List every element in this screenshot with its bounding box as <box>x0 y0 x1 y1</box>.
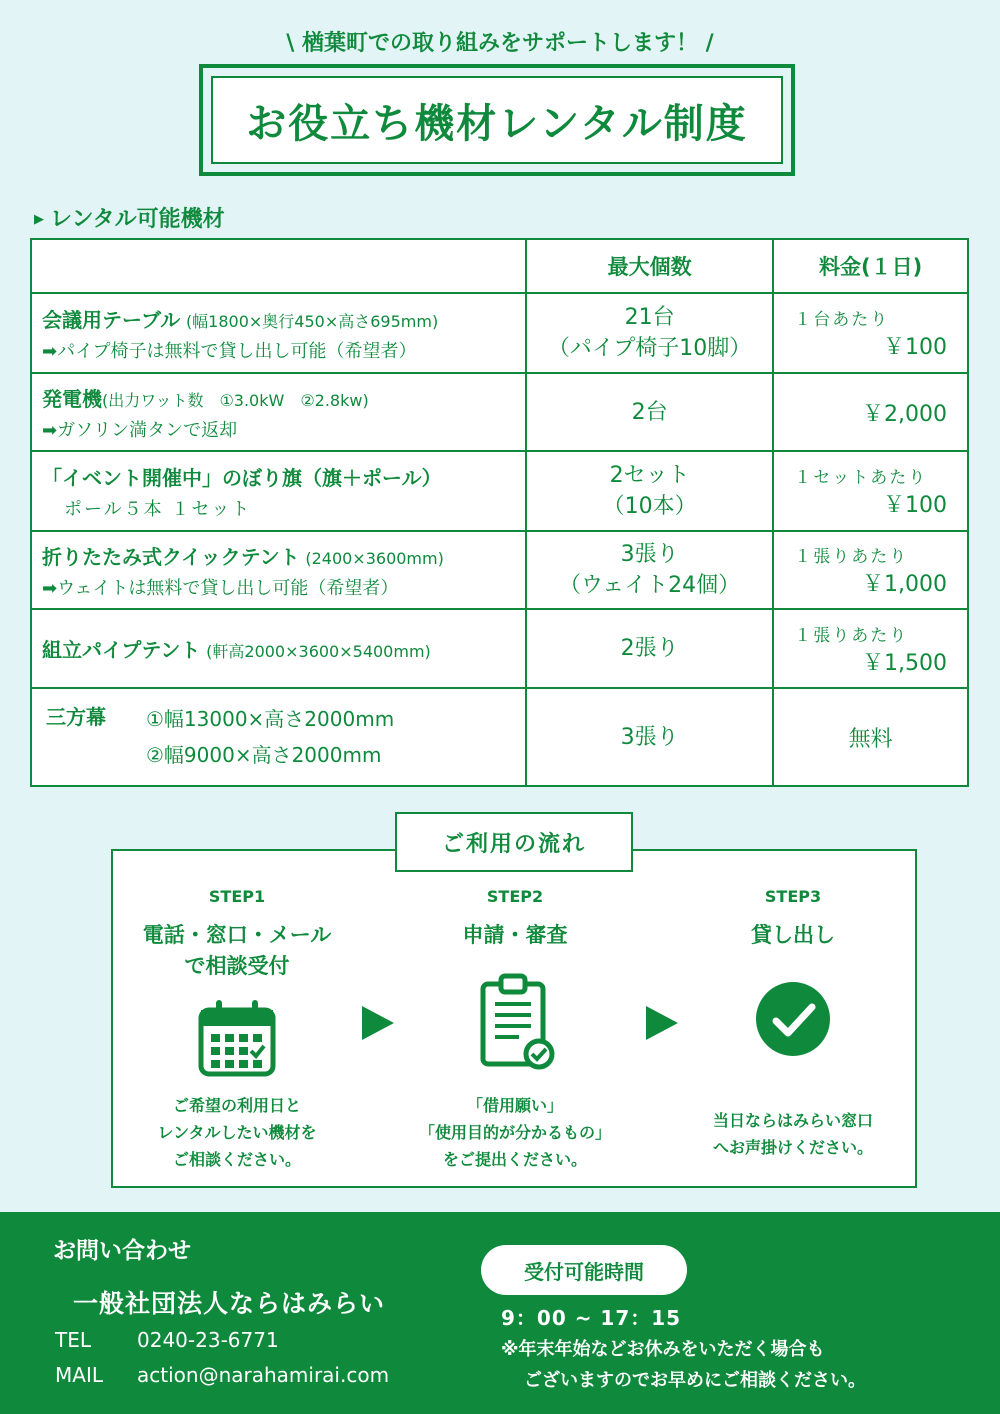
item-note: ➡ガソリン満タンで返却 <box>42 419 238 441</box>
quantity-note: （10本） <box>602 494 697 519</box>
price-unit: １台あたり <box>794 310 890 330</box>
price-amount: ￥2,000 <box>862 401 947 427</box>
hours-note-line: ※年末年始などお休みをいただく場合も <box>501 1339 825 1360</box>
contact-footer <box>0 1212 1000 1414</box>
price-cell <box>773 293 968 373</box>
check-circle-icon <box>743 969 843 1069</box>
step-heading-line: 貸し出し <box>751 923 835 947</box>
section-heading-text: レンタル可能機材 <box>50 207 225 232</box>
item-cell <box>31 531 526 609</box>
hours-label: 受付可能時間 <box>481 1245 687 1295</box>
header-max-quantity: 最大個数 <box>526 239 773 293</box>
header-price-per-day: 料金(１日) <box>773 239 968 293</box>
step-1 <box>112 887 362 1169</box>
step-number: STEP2 <box>486 887 544 906</box>
table-row <box>31 531 968 609</box>
step-description-line: をご提出ください。 <box>442 1150 587 1169</box>
step-description-line: レンタルしたい機材を <box>157 1123 317 1142</box>
quantity-cell <box>526 531 773 609</box>
item-name: 「イベント開催中」のぼり旗（旗＋ポール） <box>42 465 442 490</box>
step-number: STEP3 <box>764 887 822 906</box>
price-amount: ￥1,500 <box>862 650 947 676</box>
quantity-cell <box>526 609 773 688</box>
step-heading-line: 電話・窓口・メール <box>142 923 332 947</box>
step-description <box>112 1092 362 1173</box>
triangle-bullet-icon: ▶ <box>34 212 44 227</box>
table-row <box>31 609 968 688</box>
mail-row <box>55 1363 389 1387</box>
quantity-cell <box>526 293 773 373</box>
item-spec: (出力ワット数 ①3.0kW ②2.8kw) <box>102 390 369 410</box>
contact-heading: お問い合わせ <box>53 1238 191 1264</box>
quantity-value: 2張り <box>620 636 679 661</box>
price-cell <box>773 451 968 531</box>
step-description <box>390 1092 640 1173</box>
quantity-value: 3張り <box>620 542 679 567</box>
step-2 <box>390 887 640 1169</box>
organization-name: 一般社団法人ならはみらい <box>73 1289 386 1318</box>
item-cell <box>31 451 526 531</box>
tagline: \ 楢葉町での取り組みをサポートします！ / <box>286 31 714 56</box>
quantity-value: 2セット <box>609 463 690 488</box>
mail-address[interactable]: action@narahamirai.com <box>137 1363 390 1387</box>
step-description-line: ご相談ください。 <box>172 1150 301 1169</box>
step-description-line: 「借用願い」 <box>466 1096 563 1115</box>
title-frame <box>199 64 795 176</box>
price-amount: 無料 <box>848 726 893 752</box>
step-heading <box>112 920 362 982</box>
section-heading <box>34 202 225 233</box>
step-heading <box>390 920 640 951</box>
usage-flow-title: ご利用の流れ <box>395 812 633 872</box>
step-arrow-icon <box>362 1006 394 1040</box>
step-number: STEP1 <box>208 887 266 906</box>
item-spec: (幅1800×奥行450×高さ695mm) <box>185 311 439 331</box>
item-cell <box>31 373 526 451</box>
quantity-note: （ウェイト24個） <box>559 573 741 598</box>
rental-equipment-table <box>30 238 969 787</box>
item-spec: ②幅9000×高さ2000mm <box>146 743 382 767</box>
clipboard-check-icon <box>465 965 565 1075</box>
calendar-icon <box>187 992 287 1092</box>
quantity-value: 2台 <box>631 399 668 425</box>
table-row <box>31 373 968 451</box>
item-cell <box>31 293 526 373</box>
step-description-line: 当日ならはみらい窓口 <box>712 1111 873 1130</box>
tel-label: TEL <box>55 1328 91 1352</box>
quantity-note: （パイプ椅子10脚） <box>547 336 752 361</box>
step-3 <box>668 887 918 1157</box>
item-name: 折りたたみ式クイックテント <box>42 544 300 569</box>
step-heading <box>668 920 918 951</box>
table-header-row <box>31 239 968 293</box>
hours-value: 9：00 ~ 17：15 <box>501 1306 682 1330</box>
table-row <box>31 293 968 373</box>
price-unit: １セットあたり <box>794 468 928 488</box>
hours-note-line: ございますのでお早めにご相談ください。 <box>524 1370 866 1391</box>
item-note: ポール５本 １セット <box>64 498 252 520</box>
price-amount: ￥100 <box>883 493 947 518</box>
price-amount: ￥1,000 <box>862 572 947 597</box>
price-cell <box>773 609 968 688</box>
header-item <box>31 239 526 293</box>
quantity-cell <box>526 451 773 531</box>
price-unit: １張りあたり <box>794 625 909 646</box>
item-cell <box>31 609 526 688</box>
quantity-cell <box>526 373 773 451</box>
mail-label: MAIL <box>55 1363 103 1387</box>
item-note: ➡パイプ椅子は無料で貸し出し可能（希望者） <box>42 340 417 362</box>
step-heading-line: 申請・審査 <box>462 923 568 947</box>
step-description-line: へお声掛けください。 <box>712 1138 873 1157</box>
item-spec: ①幅13000×高さ2000mm <box>146 707 395 731</box>
step-heading-line: で相談受付 <box>184 954 290 978</box>
item-name: 組立パイプテント <box>42 638 201 662</box>
quantity-value: 3張り <box>620 724 679 750</box>
price-amount: ￥100 <box>883 335 947 360</box>
item-name: 発電機 <box>42 386 102 411</box>
item-name: 会議用テーブル <box>42 307 181 332</box>
step-description-line: ご希望の利用日と <box>172 1096 301 1115</box>
price-cell <box>773 531 968 609</box>
tel-row <box>55 1328 279 1352</box>
step-arrow-icon <box>646 1006 678 1040</box>
quantity-cell <box>526 688 773 786</box>
table-row <box>31 688 968 786</box>
quantity-value: 21台 <box>624 305 675 330</box>
step-description <box>668 1107 918 1161</box>
item-name: 三方幕 <box>46 705 106 729</box>
item-spec: (2400×3600mm) <box>305 548 444 568</box>
hours-note <box>501 1334 866 1396</box>
item-cell <box>31 688 526 786</box>
page-title: お役立ち機材レンタル制度 <box>211 76 783 164</box>
price-cell <box>773 688 968 786</box>
step-description-line: 「使用目的が分かるもの」 <box>418 1123 611 1142</box>
item-spec: (軒高2000×3600×5400mm) <box>206 642 431 661</box>
price-cell <box>773 373 968 451</box>
price-unit: １張りあたり <box>794 547 909 567</box>
tel-number[interactable]: 0240-23-6771 <box>137 1328 279 1352</box>
table-row <box>31 451 968 531</box>
item-note: ➡ウェイトは無料で貸し出し可能（希望者） <box>42 577 399 599</box>
